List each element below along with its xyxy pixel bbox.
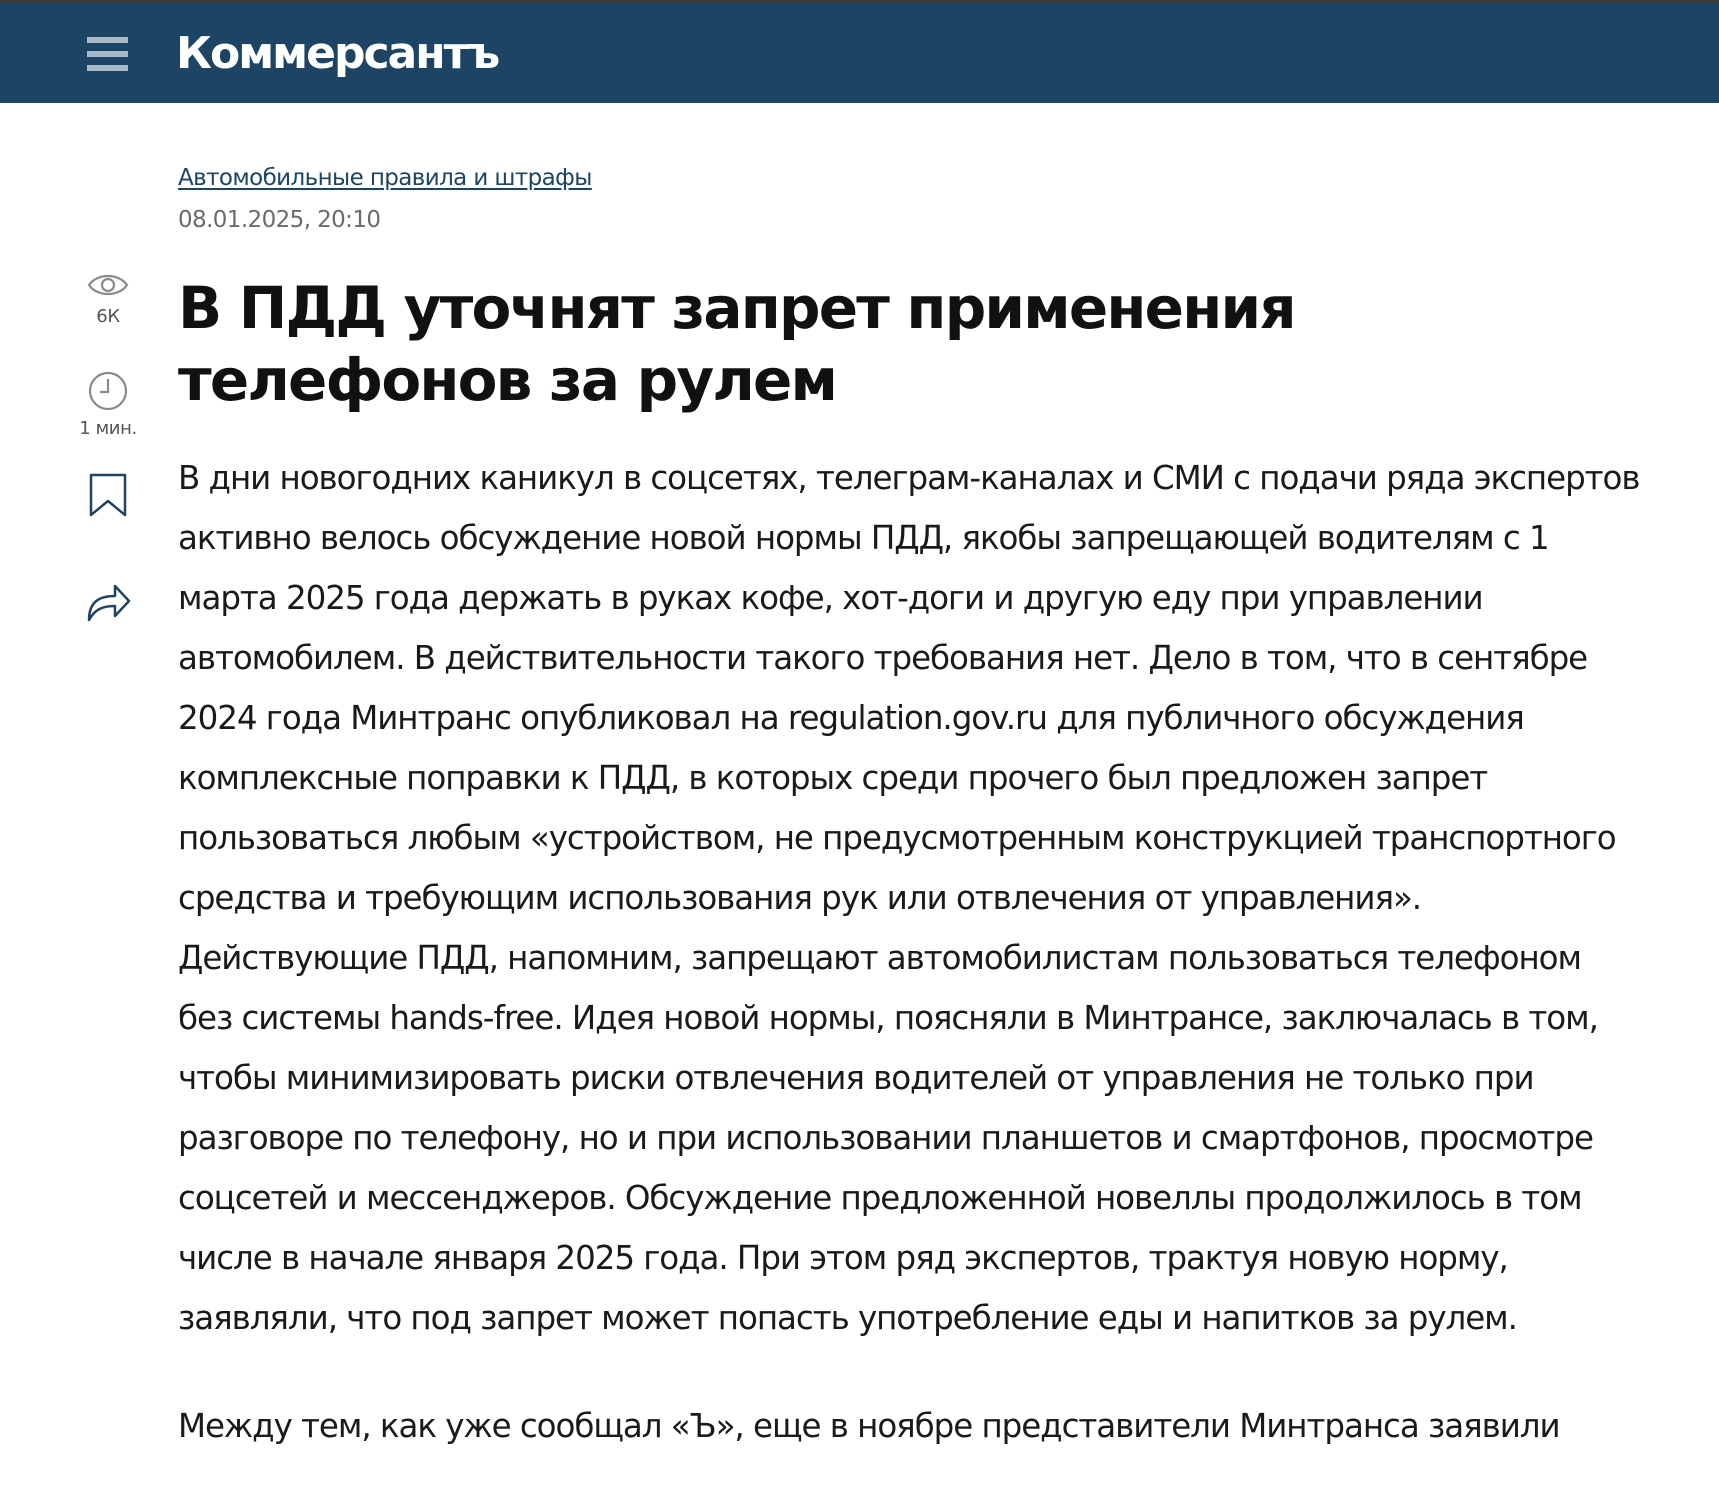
site-logo[interactable]: Коммерсантъ [176,28,499,79]
bookmark-icon[interactable] [88,473,128,517]
read-time [60,370,156,439]
share-icon[interactable] [85,582,131,622]
rubric-link[interactable]: Автомобильные правила и штрафы [178,165,592,191]
read-time-label: 1 мин. [79,418,137,439]
menu-line [87,37,128,43]
clock-icon [87,370,129,412]
publish-date: 08.01.2025, 20:10 [178,207,381,233]
article-paragraph: В дни новогодних каникул в соцсетях, телеграм-каналах и СМИ с подачи ряда экспертов активно велось обсуждение новой нормы ПДД, якобы запрещающей водителям с 1 марта 2025 года держать в руках кофе, хот-доги и другую еду при управлении автомобилем. В действительности такого требования нет. Дело в том, что в сентябре 2024 года Минтранс опубликовал на regulation.gov.ru для публичного обсуждения комплексные поправки к ПДД, в которых среди прочего был предложен запрет пользоваться любым «устройством, не предусмотренным конструкцией транспортного средства и требующим использования рук или отвлечения от управления». Действующие ПДД, напомним, запрещают автомобилистам пользоваться телефоном без системы hands-free. Идея новой нормы, поясняли в Минтрансе, заключалась в том, чтобы минимизировать риски отвлечения водителей от управления не только при разговоре по телефону, но и при использовании планшетов и смартфонов, просмотре соцсетей и мессенджеров. Обсуждение предложенной новеллы продолжилось в том числе в начале января 2025 года. При этом ряд экспертов, трактуя новую норму, заявляли, что под запрет может попасть употребление еды и напитков за рулем. [178,459,1640,1337]
share-button[interactable] [60,582,156,622]
article-body [178,448,1644,1504]
article-title: В ПДД уточнят запрет применения телефонов за рулем [178,274,1295,414]
eye-icon [87,270,129,300]
views-counter [60,270,156,327]
menu-line [87,65,128,71]
hamburger-menu-icon[interactable] [87,37,128,73]
menu-line [87,51,128,57]
top-bar [0,0,1719,103]
bookmark-button[interactable] [60,473,156,517]
views-count: 6К [96,306,120,327]
article-paragraph: Между тем, как уже сообщал «Ъ», еще в ноябре представители Минтранса заявили [178,1407,1560,1445]
